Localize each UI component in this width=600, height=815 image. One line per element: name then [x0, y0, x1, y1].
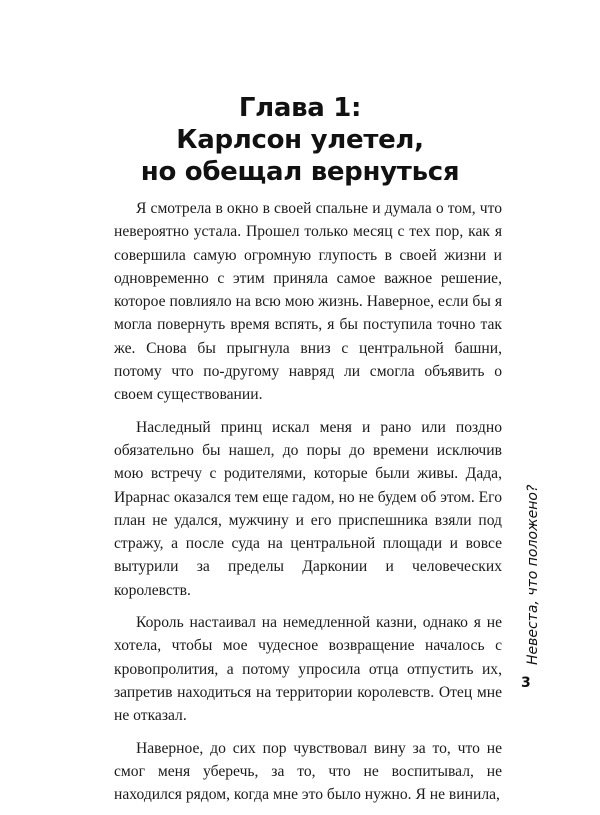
running-title: [525, 365, 541, 665]
paragraph-2: Наследный принц искал меня и рано или поздно обязательно бы нашел, до поры до времени исключив мою встречу с родителями, которые были живы. Дада, Ирарнас оказался тем еще гадом, но не будем об этом. Его план не удался, мужчину и его приспешника взяли под стражу, а после суда на центральной площади и вовсе вытурили за пределы Дарконии и человеческих королевств.: [114, 418, 502, 599]
running-title-text: Невеста, что положено?: [525, 484, 541, 665]
chapter-title-line-3: но обещал вернуться: [140, 157, 460, 187]
chapter-title-line-1: Глава 1:: [238, 93, 362, 123]
paragraph-3: Король настаивал на немедленной казни, однако я не хотела, чтобы мое чудесное возвращение началось с кровопролития, а потому упросила отца отпустить их, запретив находиться на территории королевств. Отец мне не отказал.: [114, 614, 502, 725]
paragraph-4: Наверное, до сих пор чувствовал вину за то, что не смог меня уберечь, за то, что не воспитывал, не находился рядом, когда мне это было нужно. Я не винила,: [114, 739, 502, 804]
body-text: [114, 197, 502, 815]
page-number: 3: [521, 675, 531, 691]
paragraph-1: Я смотрела в окно в своей спальне и думала о том, что невероятно устала. Прошел только месяц с тех пор, как я совершила самую огромную глупость в своей жизни и одновременно с этим приняла самое важное решение, которое повлияло на всю мою жизнь. Наверное, если бы я могла повернуть время вспять, я бы поступила точно так же. Снова бы прыгнула вниз с центральной башни, потому что по-другому навряд ли смогла объявить о своем существовании.: [114, 200, 502, 404]
chapter-title: [0, 92, 600, 188]
chapter-title-line-2: Карлсон улетел,: [176, 125, 424, 155]
